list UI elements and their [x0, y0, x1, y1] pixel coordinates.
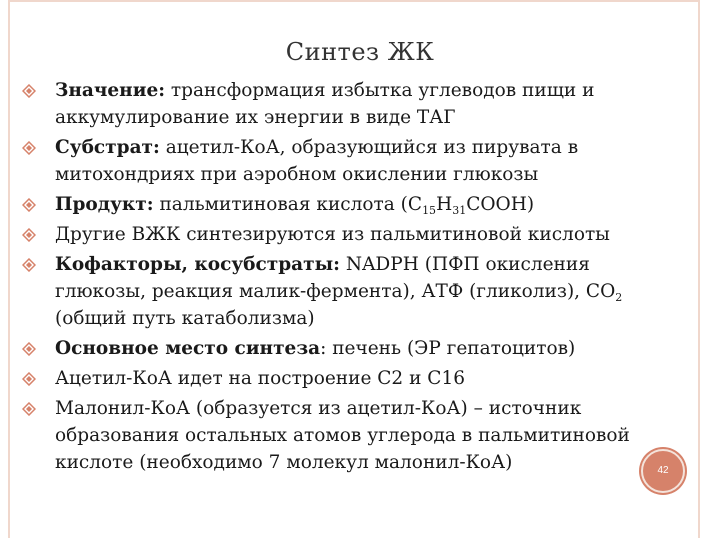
- subscript: 31: [452, 204, 467, 217]
- list-item: [22, 191, 642, 218]
- list-item: [22, 251, 642, 332]
- list-item: [22, 221, 642, 248]
- list-item: [22, 134, 642, 188]
- item-text: СООН): [466, 194, 535, 215]
- item-label: Кофакторы, косубстраты:: [55, 254, 340, 275]
- item-text: NADPH (ПФП окисления глюкозы, реакция малик-фермента), АТФ (гликолиз), СО: [55, 254, 616, 302]
- item-label: Субстрат:: [55, 137, 160, 158]
- diamond-bullet-icon: [22, 372, 36, 386]
- item-text: пальмитиновая кислота (С: [153, 194, 423, 215]
- list-item: [22, 365, 642, 392]
- item-text: трансформация избытка углеводов пищи и аккумулирование их энергии в виде ТАГ: [55, 80, 595, 128]
- item-text: : печень (ЭР гепатоцитов): [320, 338, 576, 359]
- list-item: [22, 395, 642, 476]
- content-list: [22, 77, 642, 479]
- diamond-bullet-icon: [22, 342, 36, 356]
- diamond-bullet-icon: [22, 141, 36, 155]
- list-item: [22, 77, 642, 131]
- item-text: (общий путь катаболизма): [55, 308, 315, 329]
- item-text: Ацетил-КоА идет на построение С2 и С16: [55, 368, 465, 389]
- diamond-bullet-icon: [22, 258, 36, 272]
- item-label: Продукт:: [55, 194, 154, 215]
- slide-title: Синтез ЖК: [285, 38, 435, 66]
- item-label: Значение:: [55, 80, 166, 101]
- item-text: Н: [436, 194, 453, 215]
- diamond-bullet-icon: [22, 228, 36, 242]
- subscript: 2: [615, 291, 623, 304]
- diamond-bullet-icon: [22, 84, 36, 98]
- page-number-badge: 42: [641, 449, 685, 493]
- diamond-bullet-icon: [22, 402, 36, 416]
- item-text: Малонил-КоА (образуется из ацетил-КоА) – источник образования остальных атомов углерода в пальмитиновой кислоте (необходимо 7 молекул малонил-КоА): [55, 398, 630, 473]
- diamond-bullet-icon: [22, 198, 36, 212]
- item-text: ацетил-КоА, образующийся из пирувата в митохондриях при аэробном окислении глюкозы: [55, 137, 579, 185]
- item-label: Основное место синтеза: [55, 338, 321, 359]
- item-text: Другие ВЖК синтезируются из пальмитиновой кислоты: [55, 224, 610, 245]
- subscript: 15: [422, 204, 437, 217]
- list-item: [22, 335, 642, 362]
